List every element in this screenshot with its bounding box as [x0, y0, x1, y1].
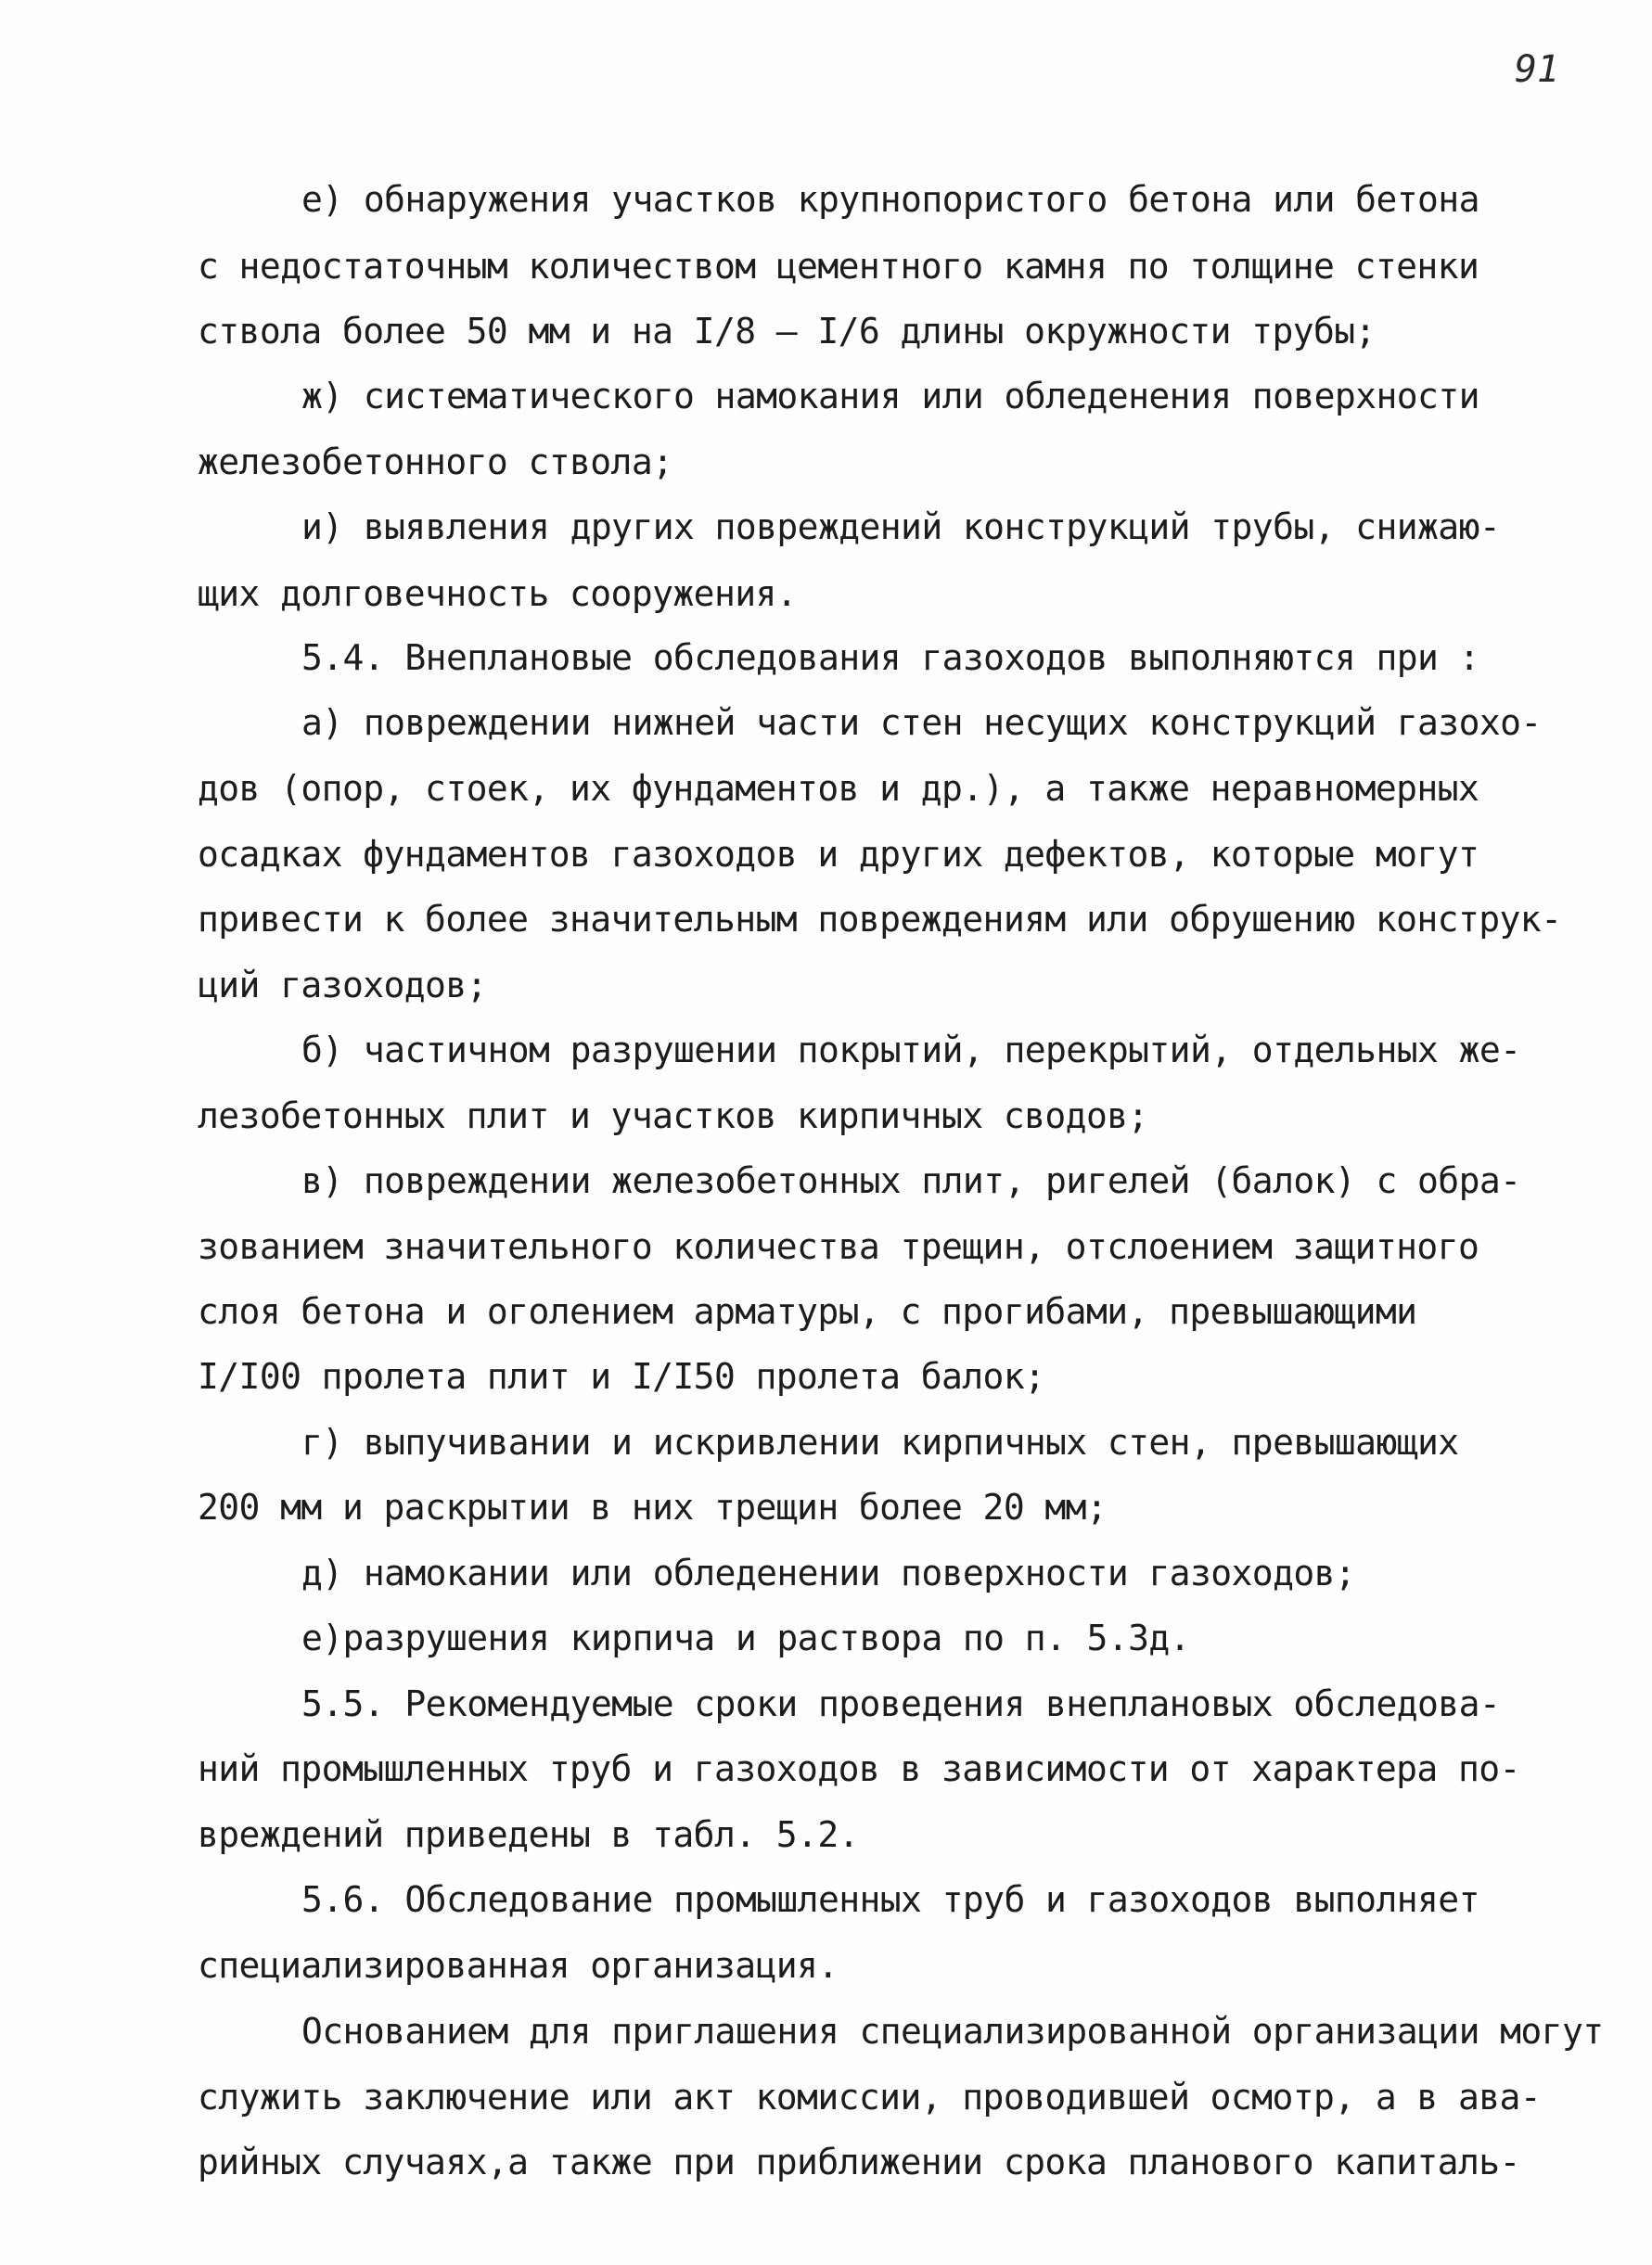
text-line: привести к более значительным повреждениям или обрушению конструк- — [198, 899, 1562, 940]
text-line: специализированная организация. — [198, 1945, 839, 1986]
text-line: в) повреждении железобетонных плит, ригелей (балок) с обра- — [301, 1160, 1521, 1201]
text-line: ж) систематического намокания или обледенения поверхности — [301, 376, 1479, 416]
text-line: слоя бетона и оголением арматуры, с прогибами, превышающими — [198, 1291, 1417, 1332]
text-line: 5.5. Рекомендуемые сроки проведения внеплановых обследова- — [301, 1683, 1501, 1724]
text-line: д) намокании или обледенении поверхности газоходов; — [301, 1553, 1356, 1593]
text-line: 200 мм и раскрытии в них трещин более 20 мм; — [198, 1487, 1108, 1528]
text-line: Основанием для приглашения специализированной организации могут — [301, 2011, 1604, 2052]
text-line: служить заключение или акт комиссии, проводившей осмотр, а в ава- — [198, 2077, 1542, 2118]
text-line: рийных случаях,а также при приближении срока планового капиталь- — [198, 2142, 1520, 2182]
text-line: лезобетонных плит и участков кирпичных сводов; — [198, 1095, 1148, 1136]
text-line: 5.4. Внеплановые обследования газоходов выполняются при : — [301, 637, 1479, 678]
text-line: е)разрушения кирпича и раствора по п. 5.3д. — [301, 1618, 1190, 1658]
text-line: ций газоходов; — [198, 965, 487, 1005]
text-line: железобетонного ствола; — [198, 441, 673, 482]
text-line: 5.6. Обследование промышленных труб и газоходов выполняет — [301, 1879, 1479, 1920]
text-line: ний промышленных труб и газоходов в зависимости от характера по- — [198, 1748, 1520, 1789]
text-line: а) повреждении нижней части стен несущих конструкций газохо- — [301, 702, 1542, 743]
text-line: щих долговечность сооружения. — [198, 573, 798, 614]
text-line: дов (опор, стоек, их фундаментов и др.), а также неравномерных — [198, 768, 1479, 809]
text-line: I/I00 пролета плит и I/I50 пролета балок; — [198, 1356, 1045, 1397]
text-line: и) выявления других повреждений конструкций трубы, снижаю- — [301, 506, 1501, 547]
text-line: с недостаточным количеством цементного камня по толщине стенки — [198, 246, 1479, 287]
text-line: ствола более 50 мм и на I/8 – I/6 длины окружности трубы; — [198, 311, 1376, 352]
text-line: осадках фундаментов газоходов и других дефектов, которые могут — [198, 834, 1479, 875]
text-line: вреждений приведены в табл. 5.2. — [198, 1814, 859, 1855]
text-line: б) частичном разрушении покрытий, перекрытий, отдельных же- — [301, 1030, 1521, 1070]
text-line: зованием значительного количества трещин, отслоением защитного — [198, 1226, 1479, 1267]
page-number: 91 — [1514, 48, 1559, 91]
text-line: г) выпучивании и искривлении кирпичных стен, превышающих — [301, 1422, 1459, 1463]
text-line: е) обнаружения участков крупнопористого бетона или бетона — [301, 179, 1479, 220]
